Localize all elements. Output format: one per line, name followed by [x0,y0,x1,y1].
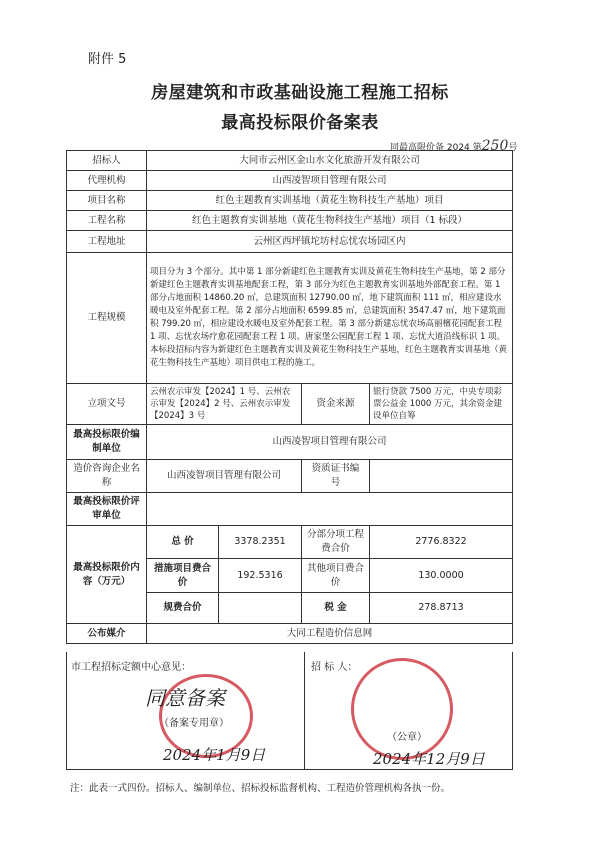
measures-value: 192.5316 [219,559,302,593]
row-works-name [67,211,513,231]
tenderer-label: 招标人 [67,151,147,171]
company-seal-note: （公章） [387,732,427,743]
address-value: 云州区西坪镇坨坊村忘忧农场园区内 [147,231,513,253]
filing-form-table [66,150,513,644]
works-name-value: 红色主题教育实训基地（黄花生物科技生产基地）项目（1 标段） [147,211,513,231]
agency-label: 代理机构 [67,171,147,191]
row-media [67,624,513,644]
compiler-label: 最高投标限价编制单位 [67,425,147,460]
partial-label: 分部分项工程费合价 [302,526,370,559]
record-number-suffix: 号 [508,143,518,153]
scale-value: 项目分为 3 个部分。其中第 1 部分新建红色主题教育实训及黄花生物科技生产基地，第 2 部分新建红色主题教育实训基地配套工程，第 3 部分为红色主题教育实训基地外部配套工程。第 1 部分占地面积 14860.20 ㎡，总建筑面积 12790.00 ㎡，地下建筑面积 111 ㎡，相应建设水暖电及室外配套工程。第 2 部分占地面积 6599.85 ㎡，总建筑面积 3547.47 ㎡，地下建筑面积 799.20 ㎡，相应建设水暖电及室外配套工程。第 3 部分新建忘忧农场高丽檀花园配套工程 1 项、忘忧农场疗愈花园配套工程 1 项、唐家堡公园配套工程 1 项、忘忧大道沿线标识 1 项。本标段招标内容为新建红色主题教育实训及黄花生物科技生产基地，红色主题教育实训基地（黄花生物科技生产基地）项目供电工程的施工。 [147,253,513,384]
row-consult [67,460,513,493]
compiler-value: 山西凌智项目管理有限公司 [147,425,513,460]
center-opinion-label: 市工程招标定额中心意见： [71,662,191,673]
fees-value [219,593,302,624]
approval-value: 云州农示审发【2024】1 号、云州农示审发【2024】2 号、云州农示审发【2024】3 号 [147,384,302,425]
approval-label: 立项文号 [67,384,147,425]
record-number-handwritten: 250 [481,138,509,154]
fund-source-label: 资金来源 [302,384,370,425]
cert-value [370,460,513,493]
scale-label: 工程规模 [67,253,147,384]
media-label: 公布媒介 [67,624,147,644]
row-project-name [67,191,513,211]
total-value: 3378.2351 [219,526,302,559]
company-seal [351,658,453,760]
fund-source-value: 银行贷款 7500 万元，中央专项彩票公益金 1000 万元，其余资金建设单位自筹 [370,384,513,425]
row-limit-total [67,526,513,559]
attachment-label: 附件 5 [88,52,127,67]
reviewer-label: 最高投标限价评审单位 [67,493,147,526]
row-reviewer [67,493,513,526]
project-name-value: 红色主题教育实训基地（黄花生物科技生产基地）项目 [147,191,513,211]
row-approval-funding [67,384,513,425]
tenderer-seal-label: 招 标 人： [311,662,358,673]
form-title-line1: 房屋建筑和市政基础设施工程施工招标 [151,83,449,103]
row-tenderer [67,151,513,171]
tax-value: 278.8713 [370,593,513,624]
row-compiler [67,425,513,460]
tenderer-seal-box [303,652,513,770]
row-scale [67,253,513,384]
total-label: 总 价 [147,526,219,559]
project-name-label: 项目名称 [67,191,147,211]
filing-stamp-note: （备案专用章） [159,718,229,729]
handwritten-date-right: 2024年12月9日 [373,750,485,768]
works-name-label: 工程名称 [67,211,147,231]
row-agency [67,171,513,191]
reviewer-value [147,493,513,526]
consult-value: 山西凌智项目管理有限公司 [147,460,302,493]
handwritten-approval: 同意备案 [145,686,225,710]
address-label: 工程地址 [67,231,147,253]
agency-value: 山西凌智项目管理有限公司 [147,171,513,191]
row-address [67,231,513,253]
footnote: 注：此表一式四份。招标人、编制单位、招标投标监督机构、工程造价管理机构各执一份。 [70,783,451,794]
consult-label: 造价咨询企业名称 [67,460,147,493]
other-value: 130.0000 [370,559,513,593]
handwritten-date-left: 2024年1月9日 [163,746,266,764]
measures-label: 措施项目费合价 [147,559,219,593]
tax-label: 税 金 [302,593,370,624]
cert-label: 资质证书编 号 [302,460,370,493]
fees-label: 规费合价 [147,593,219,624]
form-title-line2: 最高投标限价备案表 [221,113,379,133]
tenderer-value: 大同市云州区金山水文化旅游开发有限公司 [147,151,513,171]
center-opinion-box [66,652,305,770]
record-number-prefix: 同最高限价备 2024 第 [390,143,482,153]
other-label: 其他项目费合价 [302,559,370,593]
media-value: 大同工程造价信息网 [147,624,513,644]
partial-value: 2776.8322 [370,526,513,559]
limit-label: 最高投标限价内容（万元） [67,526,147,624]
